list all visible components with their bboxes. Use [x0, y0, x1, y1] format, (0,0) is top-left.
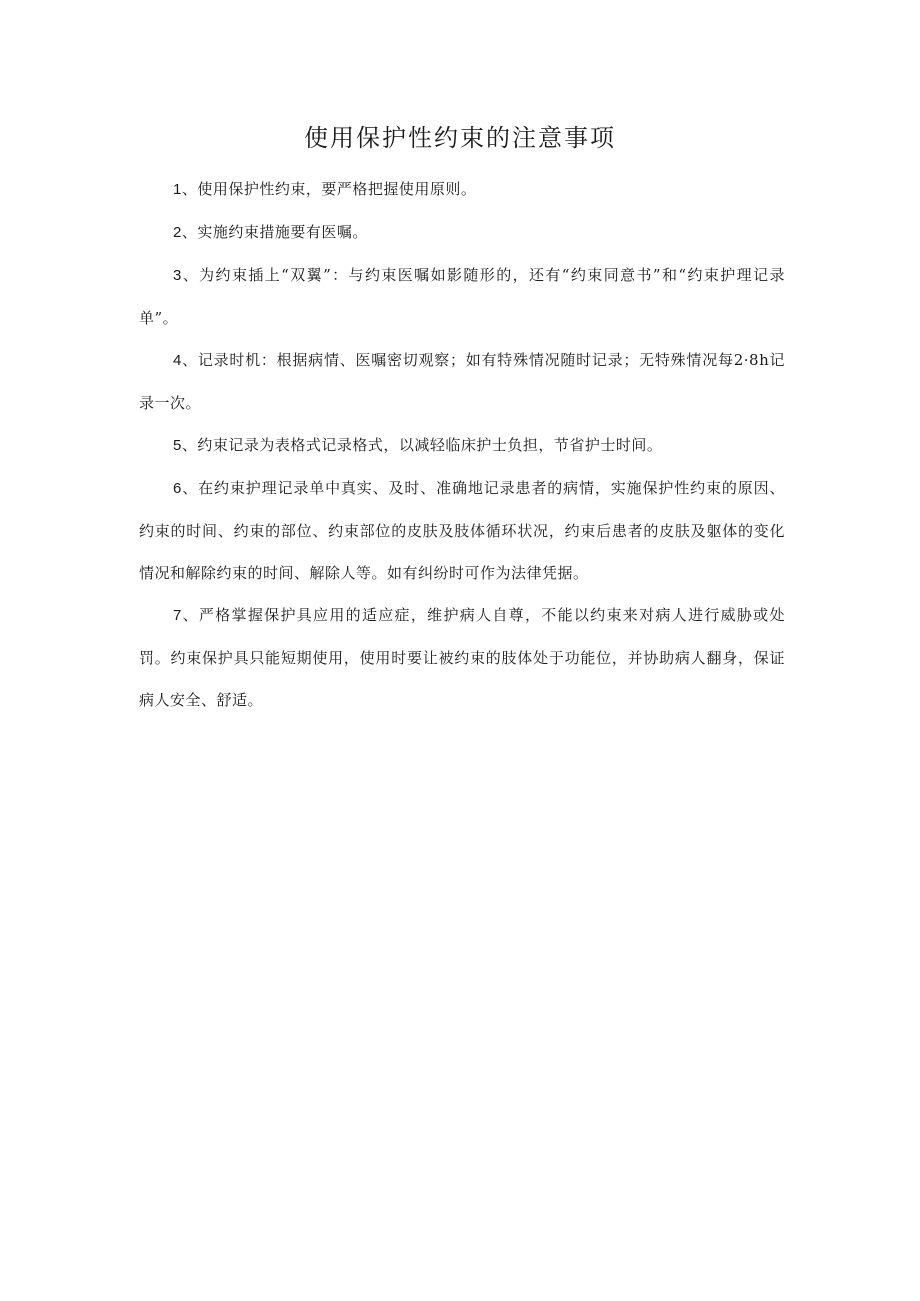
- paragraph-text: 、实施约束措施要有医嘱。: [181, 223, 368, 241]
- paragraph-number: 1: [173, 181, 182, 198]
- paragraph-7: [139, 594, 785, 721]
- paragraph-5: [139, 424, 785, 467]
- paragraph-1: [139, 168, 785, 211]
- paragraph-text: 、记录时机：根据病情、医嘱密切观察；如有特殊情况随时记录；无特殊情况每2·8h记录一次。: [139, 351, 785, 412]
- document-body: [139, 168, 785, 721]
- paragraph-number: 4: [173, 352, 182, 369]
- paragraph-3: [139, 254, 785, 339]
- paragraph-number: 6: [173, 480, 182, 497]
- paragraph-2: [139, 211, 785, 254]
- paragraph-text: 、为约束插上“双翼”：与约束医嘱如影随形的，还有“约束同意书”和“约束护理记录单”。: [139, 266, 785, 327]
- paragraph-text: 、使用保护性约束，要严格把握使用原则。: [181, 180, 477, 198]
- paragraph-number: 5: [173, 437, 182, 454]
- paragraph-6: [139, 467, 785, 594]
- paragraph-text: 、严格掌握保护具应用的适应症，维护病人自尊，不能以约束来对病人进行威胁或处罚。约束保护具只能短期使用，使用时要让被约束的肢体处于功能位，并协助病人翻身，保证病人安全、舒适。: [139, 606, 785, 709]
- document-title: 使用保护性约束的注意事项: [304, 124, 616, 152]
- paragraph-number: 7: [173, 607, 182, 624]
- paragraph-number: 3: [173, 267, 182, 284]
- paragraph-4: [139, 339, 785, 424]
- paragraph-text: 、在约束护理记录单中真实、及时、准确地记录患者的病情，实施保护性约束的原因、约束的时间、约束的部位、约束部位的皮肤及肢体循环状况，约束后患者的皮肤及躯体的变化情况和解除约束的时间、解除人等。如有纠纷时可作为法律凭据。: [139, 479, 785, 582]
- paragraph-number: 2: [173, 224, 182, 241]
- paragraph-text: 、约束记录为表格式记录格式，以减轻临床护士负担，节省护士时间。: [181, 436, 663, 454]
